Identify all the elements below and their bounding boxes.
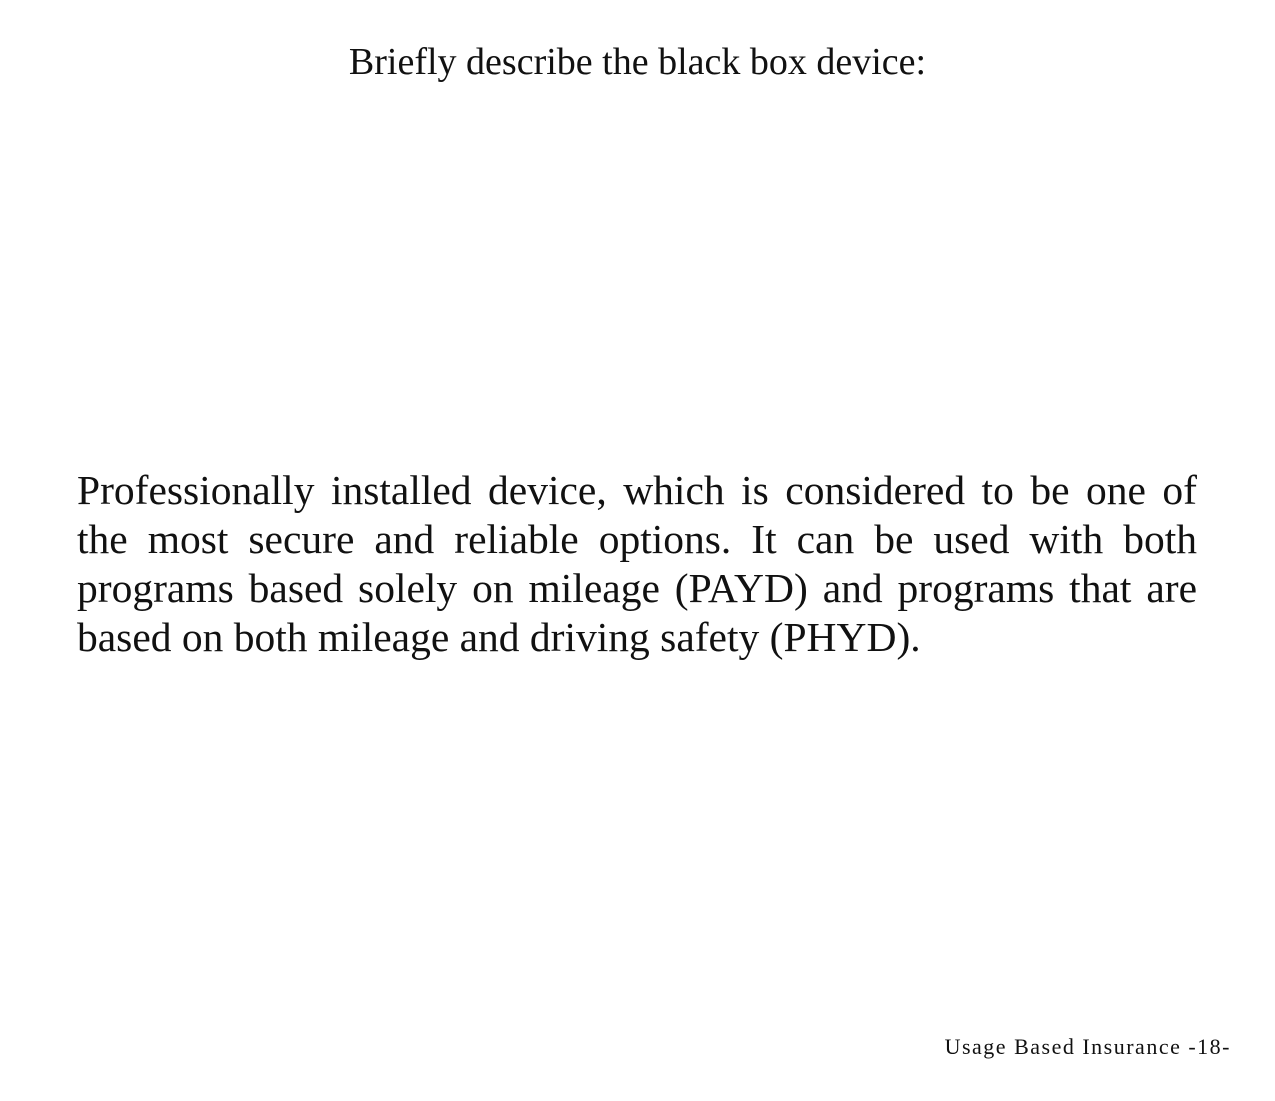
slide-title: Briefly describe the black box device:	[348, 41, 927, 83]
slide-body-text: Professionally installed device, which is considered to be one of the most secure and reliable options. It can be used with both programs based solely on mileage (PAYD) and programs that are based on both mileage and driving safety (PHYD).	[77, 467, 1197, 660]
slide-footer: Usage Based Insurance -18-	[944, 1034, 1231, 1059]
